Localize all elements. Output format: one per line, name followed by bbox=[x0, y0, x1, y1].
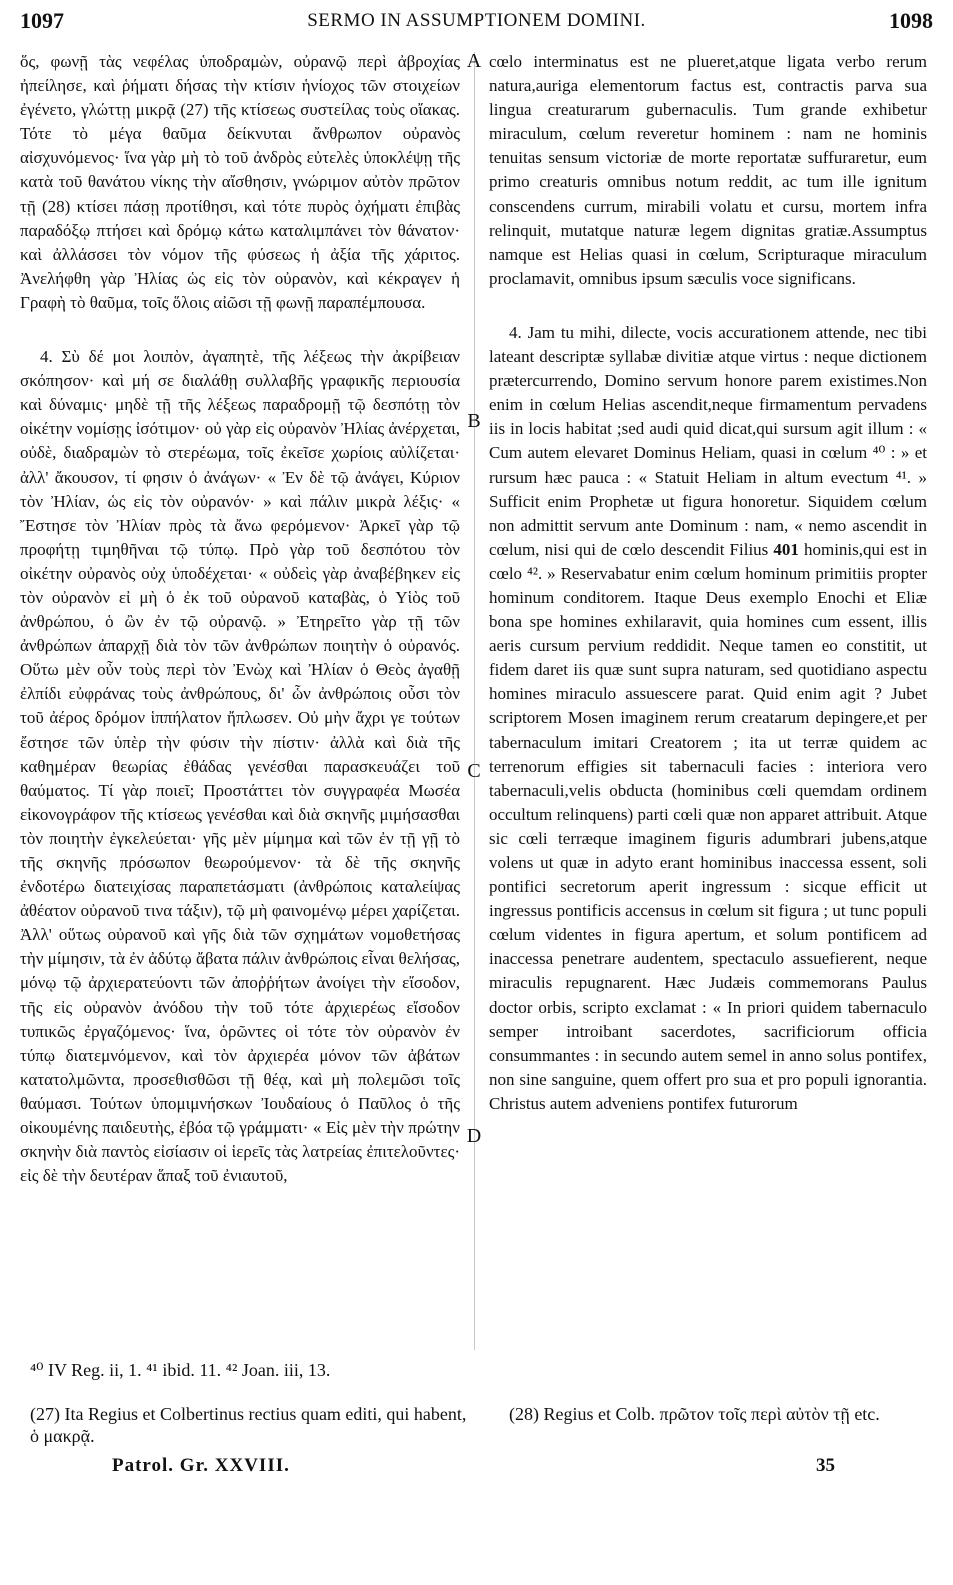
running-title: SERMO IN ASSUMPTIONEM DOMINI. bbox=[307, 10, 646, 31]
section-marker-c: C bbox=[467, 760, 481, 782]
page-number-left: 1097 bbox=[20, 8, 64, 33]
latin-paragraph-2 bbox=[489, 321, 927, 1116]
page-number-right: 1098 bbox=[889, 8, 933, 33]
latin-paragraph-2-start: 4. Jam tu mihi, dilecte, vocis accurationem attende, nec tibi lateant descriptæ syllabæ divitiæ atque virtus : neque dictionem prætercurrendo, Domino servum honore parem existimes.Non enim in cœlum Helias ascendit,neque firmamentum pervadens iis in locis habitat ;sed audi quid dicat,qui sursum agit illum : « Cum autem elevaret Dominus Heliam, quasi in cœlum ⁴⁰ : » et rursum hæc pauca : « Statuit Heliam in altum evectum ⁴¹. » Sufficit enim Prophetæ ut figura honoretur. Siquidem cœlum non admittit servum ante Dominum : nam, « nemo ascendit in cœlum, nisi qui de cœlo descendit Filius bbox=[489, 322, 927, 559]
greek-paragraph-2: 4. Σὺ δέ μοι λοιπὸν, ἀγαπητὲ, τῆς λέξεως τὴν ἀκρίβειαν σκόπησον· καὶ μή σε διαλάθῃ συλλαβῆς γραφικῆς περιουσία καὶ δύναμις· μηδὲ τῇ τῆς λέξεως παραδρομῇ τῷ δεσπότῃ τὸν οἰκέτην νομίσῃς ἰσότιμον· οὐ γὰρ εἰς οὐρανὸν Ἠλίας ἀνέρχεται, οὐδὲ, διαδραμὼν τὸ στερέωμα, τοῖς ἐκεῖσε χωρίοις αὐλίζεται· ἀλλ' ἄκουσον, τί φησιν ὁ ἀνάγων· « Ἐν δὲ τῷ ἀνάγει, Κύριον τὸν Ἠλίαν, ὡς εἰς τὸν οὐρανόν· » καὶ πάλιν μικρὰ λέξις· « Ἔστησε τὸν Ἠλίαν πρὸς τὰ ἄνω φερόμενον· Ἀρκεῖ γὰρ τῷ προφήτῃ τιμηθῆναι τῷ τύπῳ. Πρὸ γὰρ τοῦ δεσπότου τὸν οἰκέτην οὐρανὸς οὐχ ὑποδέχεται· « οὐδεὶς γὰρ ἀναβέβηκεν εἰς τὸν οὐρανὸν εἰ μὴ ὁ ἐκ τοῦ οὐρανοῦ καταβὰς, ὁ Υἱὸς τοῦ ἀνθρώπου, ὁ ὢν ἐν τῷ οὐρανῷ. » Ἐτηρεῖτο γὰρ τῇ τῶν ἀνθρώπων ἀπαρχῇ διὰ τὸν τῶν ἀνθρώπων ποιητὴν ὁ οὐρανός. Οὕτω μὲν οὖν τοὺς περὶ τὸν Ἐνὼχ καὶ Ἠλίαν ὁ Θεὸς ἀγαθῇ ἐλπίδι εὐφράνας τοὺς ἀνθρώπους, δι' ὧν ἀνθρώποις οὖσι τὸν τοῦ ἀέρος δρόμον ἱππήλατον ἤπλωσεν. Οὐ μὴν ἄχρι γε τούτων ἔστησε τῶν ὑπὲρ τὴν φύσιν τὴν πίστιν· ἀλλὰ καὶ διὰ τῆς καθημέραν θεωρίας ἐθάδας γενέσθαι παρασκευάζει τοῦ θαύματος. Τί γὰρ ποιεῖ; Προστάττει τὸν συγγραφέα Μωσέα εἰκονογράφον τῆς κτίσεως γενέσθαι καὶ διὰ σκηνῆς μιμήσασθαι τὸν ποιητὴν ἐγκελεύεται· γῆς μὲν μίμημα καὶ τῶν ἐν τῇ γῇ τὸ τῆς σκηνῆς πρόσωπον θεωρούμενον· τὰ δὲ τῆς σκηνῆς ἐνδοτέρω διατειχίσας παραπετάσματι (ἀνθρώποις καταλείψας ἀθέατον οὐρανοῦ τινα τάξιν), τῷ μὴ φαινομένῳ μέρει χαρίζεται. Ἀλλ' οὕτως οὐρανοῦ καὶ γῆς διὰ τῶν σχημάτων νομοθετήσας τὴν μίμησιν, τὰ ἐν ἀδύτῳ ἄβατα πάλιν ἀνθρώποις εἶναι θελήσας, μόνῳ τῷ ἀρχιερατεύοντι τῶν ἀποῤῥήτων ἀνοίγει τὴν εἴσοδον, τῆς εἰς οὐρανὸν ἀνόδου τὴν τοῦ τότε ἀρχιερέως εἴσοδον τυπικῶς ἐργαζόμενος· ἵνα, ὁρῶντες οἱ τότε τὸν οὐρανὸν ἐν τύπῳ διατεμνόμενον, καὶ τὸν ἀρχιερέα μόνον τῶν ἀβάτων κατατολμῶντα, προσεθισθῶσι τῇ θέᾳ, καὶ μὴ πολεμῶσι τοῖς θαύμασι. Τούτων ὑπομιμνήσκων Ἰουδαίους ὁ Παῦλος ὁ τῆς οἰκουμένης παιδευτὴς, ἐβόα τῷ γράμματι· « Εἰς μὲν τὴν πρώτην σκηνὴν διὰ παντὸς εἰσίασιν οἱ ἱερεῖς τὰς λατρείας ἐπιτελοῦντες· εἰς δὲ τὴν δευτέραν ἅπαξ τοῦ ἐνιαυτοῦ, bbox=[20, 347, 460, 1186]
section-marker-b: B bbox=[467, 410, 481, 432]
column-number: 401 bbox=[773, 539, 799, 559]
latin-column bbox=[489, 50, 927, 1116]
section-marker-d: D bbox=[466, 1125, 482, 1147]
latin-paragraph-2-end: hominis,qui est in cœlo ⁴². » Reservabatur enim cœlum hominum primitiis propter hominum conditorem. Itaque Deus exemplo Enochi et Eliæ bona spe homines exhilaravit, quia homines cum essent, illis aeris cursum pervium reddidit. Neque tamen eo constitit, ut fidem daret iis quæ sunt supra naturam, sed quotidiano aspectu homines miraculo assuescere parat. Quid enim agit ? Jubet scriptorem Mosen imaginem rerum creatarum depingere,et per tabernaculum imitari Creatorem ; ita ut terræ quidem ac terrenorum effigies sit tabernaculi facies : interiora vero tabernaculi,velis obducta (hominibus cœli quemdam ordinem occultum relinquens) parti cœli quæ non apparet attribuit. Atque sic cœli terræque imaginem figuris adumbrari jubens,atque volens ut quæ in adyto erant hominibus inaccessa essent, soli pontifici secretorum aperit ingressum : sicque efficit ut ingressus pontificis accensus in cœlum sit figura ; ut tunc populi cœlum videntes in figura apertum, et solum pontificem ad inaccessa penetrare audentem, spectaculo assuefierent, neque miraculis repugnarent. Hæc Judæis commemorans Paulus doctor orbis, scripto exclamat : « In priori quidem tabernaculo semper introibant sacerdotes, sacrificiorum officia consummantes : in secundo autem semel in anno solus pontifex, non sine sanguine, quem offert pro sua et pro populi ignorantia. Christus autem adveniens pontifex futurorum bbox=[489, 539, 927, 1113]
variant-note-28: (28) Regius et Colb. πρῶτον τοῖς περὶ αὐτὸν τῇ etc. bbox=[509, 1404, 880, 1424]
latin-paragraph-1: cœlo interminatus est ne plueret,atque ligata verbo rerum natura,auriga elementorum factus est, contractis parva sua lingua creaturarum gubernaculis. Tum grande exhibetur miraculum, cœlum reveretur hominem : nam ne hominis tenuitas sensum victoriæ de morte reportatæ suffuraretur, eum primo creaturis omnibus notum reddit, ac tum ille ignitum conscendens currum, mirabili volatu et cursu, mortem infra relinquit, mutatque naturæ legem dignitas gratiæ.Assumptus namque est Helias quasi in cœlum, Scripturaque miraculum proclamavit, omnibus ipsum sæculis voce significans. bbox=[489, 52, 927, 288]
gathering-number: 35 bbox=[816, 1455, 835, 1476]
greek-paragraph-1: ὅς, φωνῇ τὰς νεφέλας ὑποδραμὼν, οὐρανῷ περὶ ἀβροχίας ἠπείλησε, καὶ ῥήματι δήσας τὴν κτίσιν ἡνίοχος τῶν στοιχείων ἐγένετο, γλώττῃ μικρᾷ (27) τῆς κτίσεως συστείλας τοὺς οἴακας. Τότε τὸ μέγα θαῦμα δείκνυται ἄνθρωπον οὐρανὸς αἰσχυνόμενος· ἵνα γὰρ μὴ τὸ τοῦ ἀνδρὸς εὐτελὲς ὑποκλέψῃ τῆς κατὰ τοῦ θανάτου νίκης τὴν αἴσθησιν, γνώριμον αὐτὸν πρῶτον τῇ (28) κτίσει πάσῃ προτίθησι, καὶ τότε πυρὸς ὀχήματι ἐπιβὰς παραδόξῳ πτήσει καὶ δρόμῳ κάτω καταλιμπάνει τὸν θάνατον· καὶ ἀλλάσσει τὸν νόμον τῆς φύσεως ἡ ἀξία τῆς χάριτος. Ἀνελήφθη γὰρ Ἠλίας ὡς εἰς τὸν οὐρανὸν, καὶ κέκραγεν ἡ Γραφὴ τὸ θαῦμα, τοῖς ὅλοις αἰῶσι τῇ φωνῇ παραπέμπουσα. bbox=[20, 52, 460, 312]
reference-notes: ⁴⁰ IV Reg. ii, 1. ⁴¹ ibid. 11. ⁴² Joan. iii, 13. bbox=[30, 1360, 331, 1380]
variant-note-27: (27) Ita Regius et Colbertinus rectius quam editi, qui habent, ὁ μακρᾷ. bbox=[30, 1404, 467, 1446]
section-marker-a: A bbox=[466, 50, 482, 72]
running-header bbox=[20, 8, 933, 42]
series-signature: Patrol. Gr. XXVIII. bbox=[112, 1455, 290, 1476]
column-divider bbox=[474, 52, 475, 1350]
greek-column bbox=[20, 50, 460, 1188]
